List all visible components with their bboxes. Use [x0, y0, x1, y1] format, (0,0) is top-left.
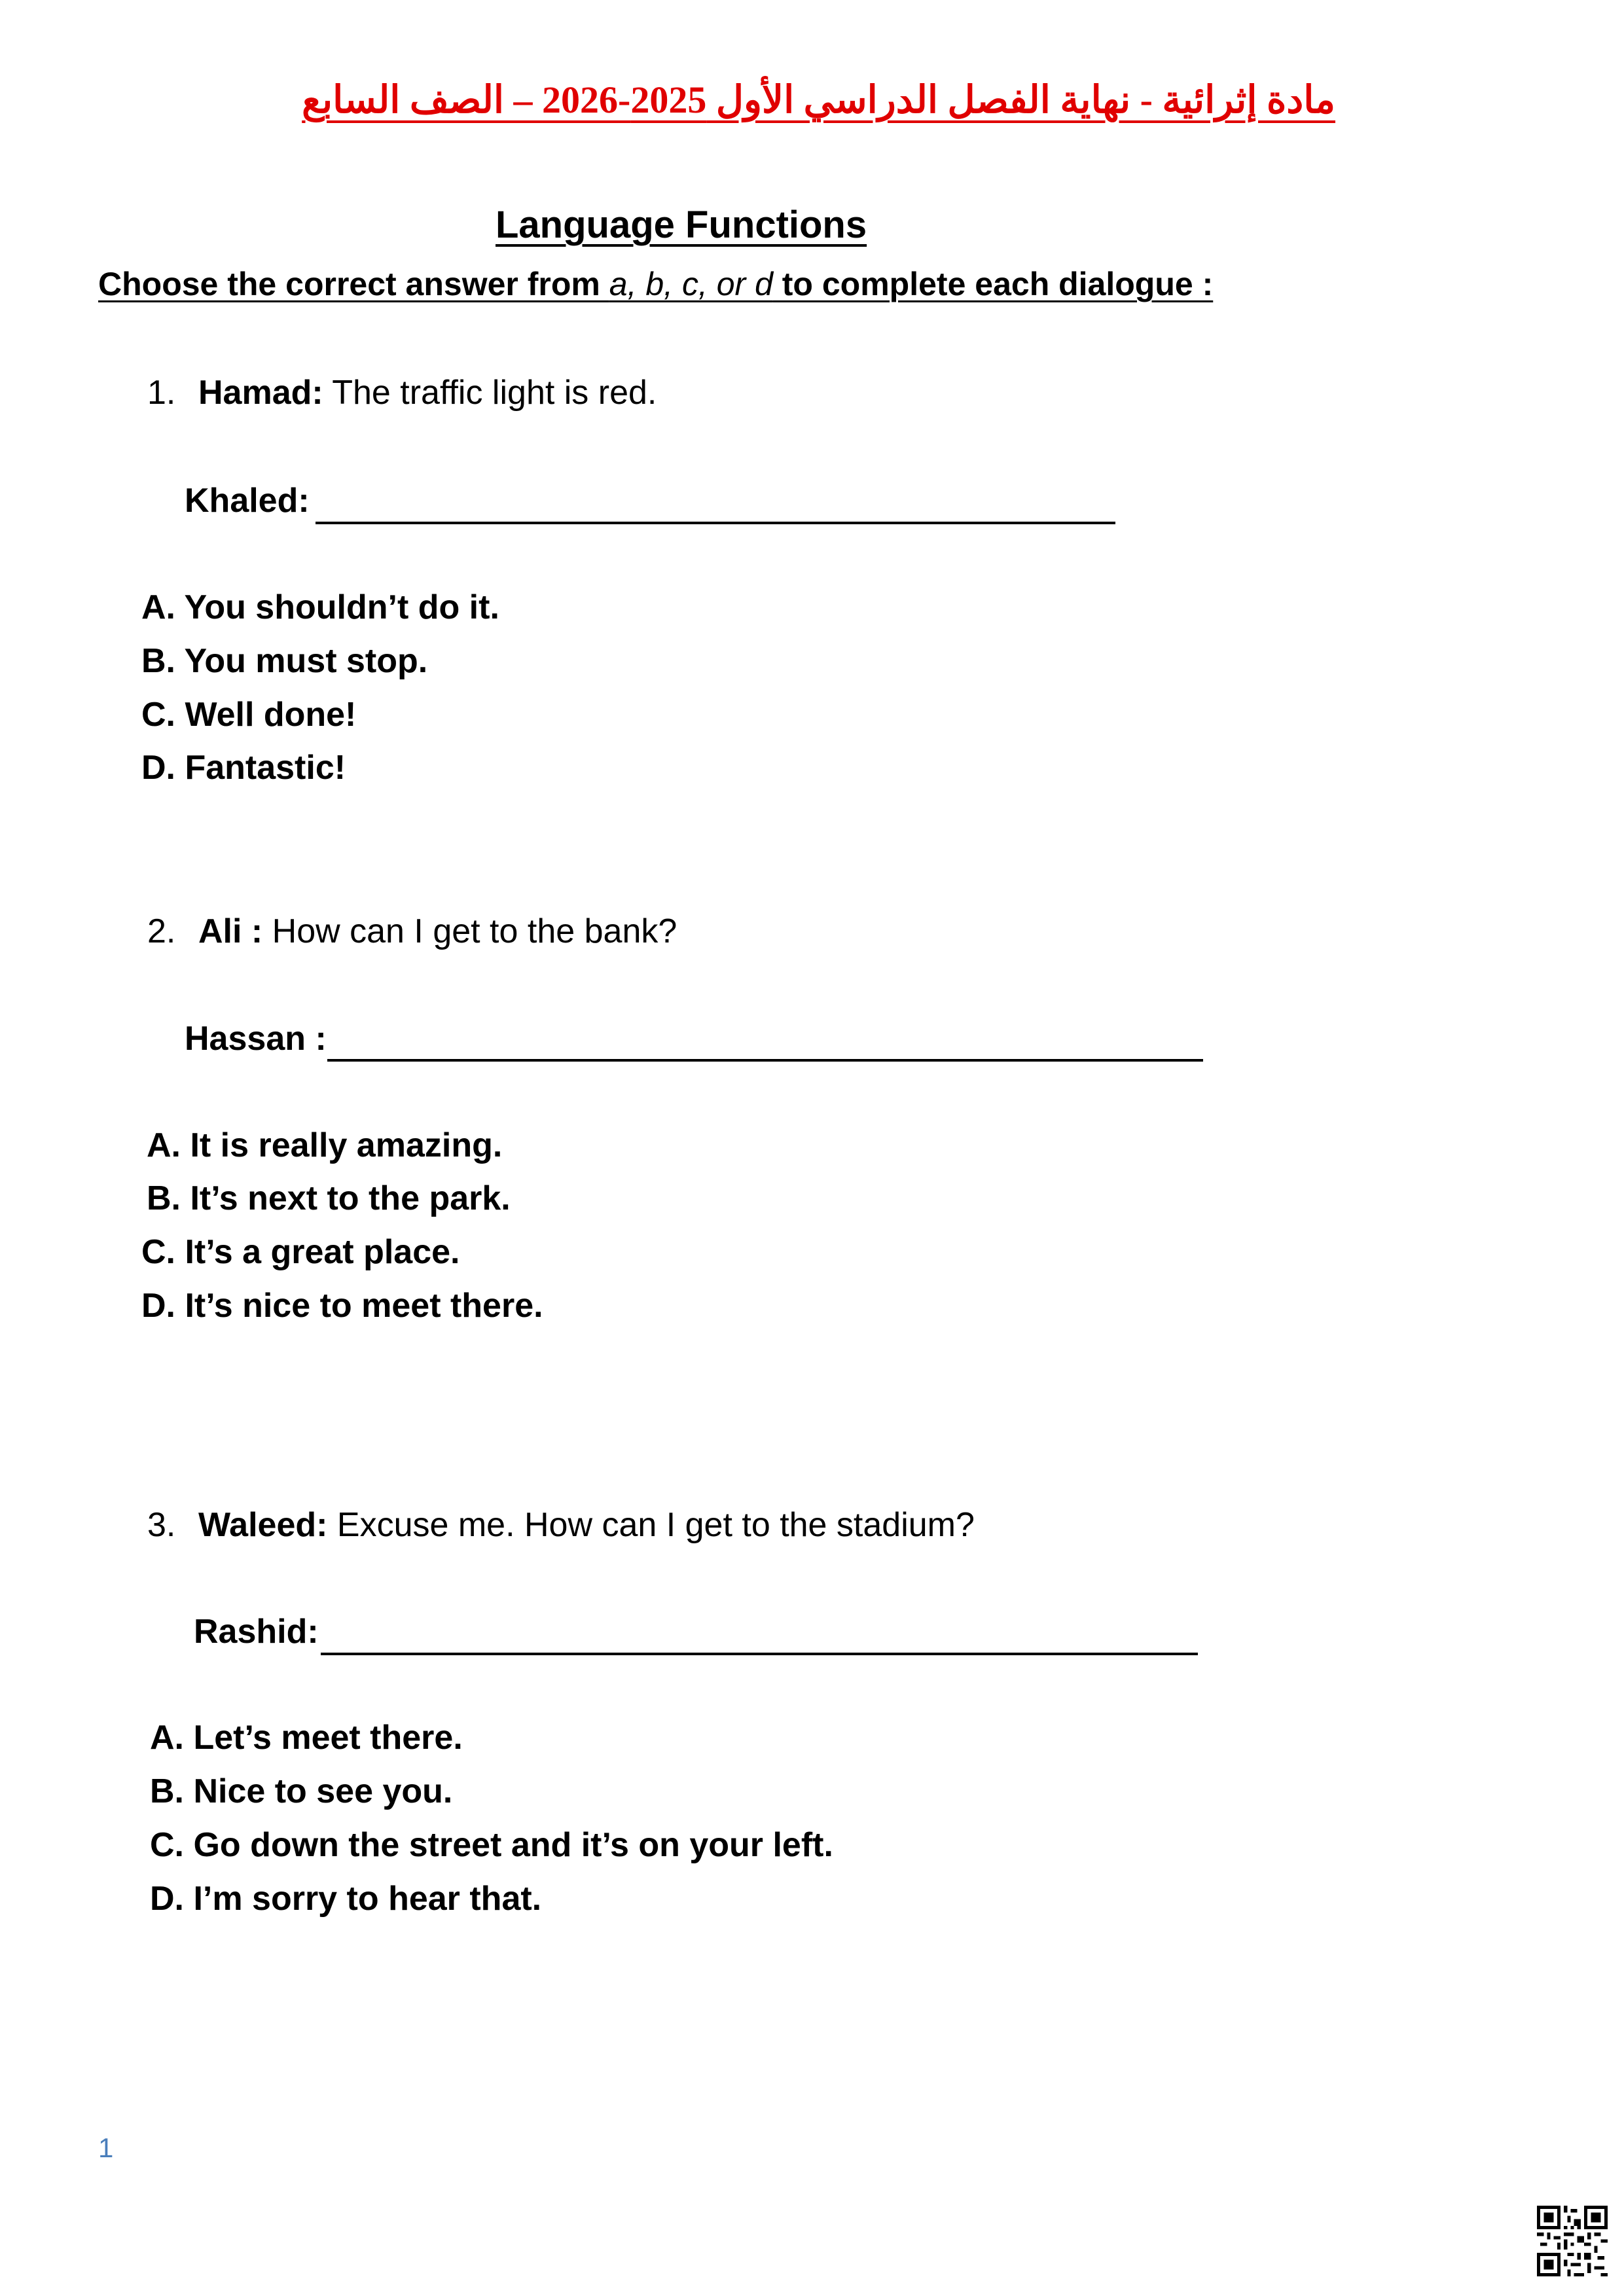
question-3-reply-speaker: Rashid: — [194, 1613, 319, 1651]
question-2-option-a: A. It is really amazing. — [147, 1126, 503, 1164]
question-1-prompt — [147, 373, 657, 412]
speaker-name: Ali : — [198, 912, 263, 950]
prompt-text: The traffic light is red. — [323, 374, 657, 412]
qr-code-icon — [1537, 2206, 1608, 2276]
page-header-arabic: مادة إثرائية - نهاية الفصل الدراسي الأول 2025-2026 – الصف السابع — [302, 79, 1335, 121]
question-1-answer-blank[interactable] — [316, 522, 1115, 524]
question-3-option-a: A. Let’s meet there. — [150, 1719, 463, 1757]
instruction-text-1: Choose the correct answer from — [98, 266, 609, 302]
question-1-option-b: B. You must stop. — [141, 642, 428, 680]
page-number: 1 — [98, 2132, 114, 2163]
question-3-option-b: B. Nice to see you. — [150, 1772, 453, 1810]
question-1-option-c: C. Well done! — [141, 696, 357, 734]
question-number: 3. — [147, 1506, 176, 1544]
question-3-answer-blank[interactable] — [321, 1653, 1198, 1655]
question-3-option-c: C. Go down the street and it’s on your left. — [150, 1826, 833, 1864]
question-2-prompt — [147, 912, 677, 951]
question-3-prompt — [147, 1505, 975, 1545]
question-1-option-a: A. You shouldn’t do it. — [141, 588, 499, 626]
question-2-option-c: C. It’s a great place. — [141, 1233, 460, 1271]
prompt-text: Excuse me. How can I get to the stadium? — [327, 1506, 975, 1544]
prompt-text: How can I get to the bank? — [262, 912, 677, 950]
speaker-name: Hamad: — [198, 374, 323, 412]
speaker-name: Waleed: — [198, 1506, 328, 1544]
question-3-option-d: D. I’m sorry to hear that. — [150, 1880, 542, 1918]
question-2-option-d: D. It’s nice to meet there. — [141, 1287, 543, 1325]
instructions — [98, 265, 1213, 303]
question-2-reply-speaker: Hassan : — [185, 1020, 327, 1058]
question-1-option-d: D. Fantastic! — [141, 749, 346, 787]
section-title: Language Functions — [496, 204, 867, 246]
instruction-italic: a, b, c, or d — [609, 266, 773, 302]
question-number: 1. — [147, 374, 176, 412]
question-2-option-b: B. It’s next to the park. — [147, 1179, 511, 1217]
question-2-answer-blank[interactable] — [327, 1059, 1203, 1062]
question-1-reply-speaker: Khaled: — [185, 482, 310, 520]
instruction-text-2: to complete each dialogue : — [772, 266, 1214, 302]
question-number: 2. — [147, 912, 176, 950]
